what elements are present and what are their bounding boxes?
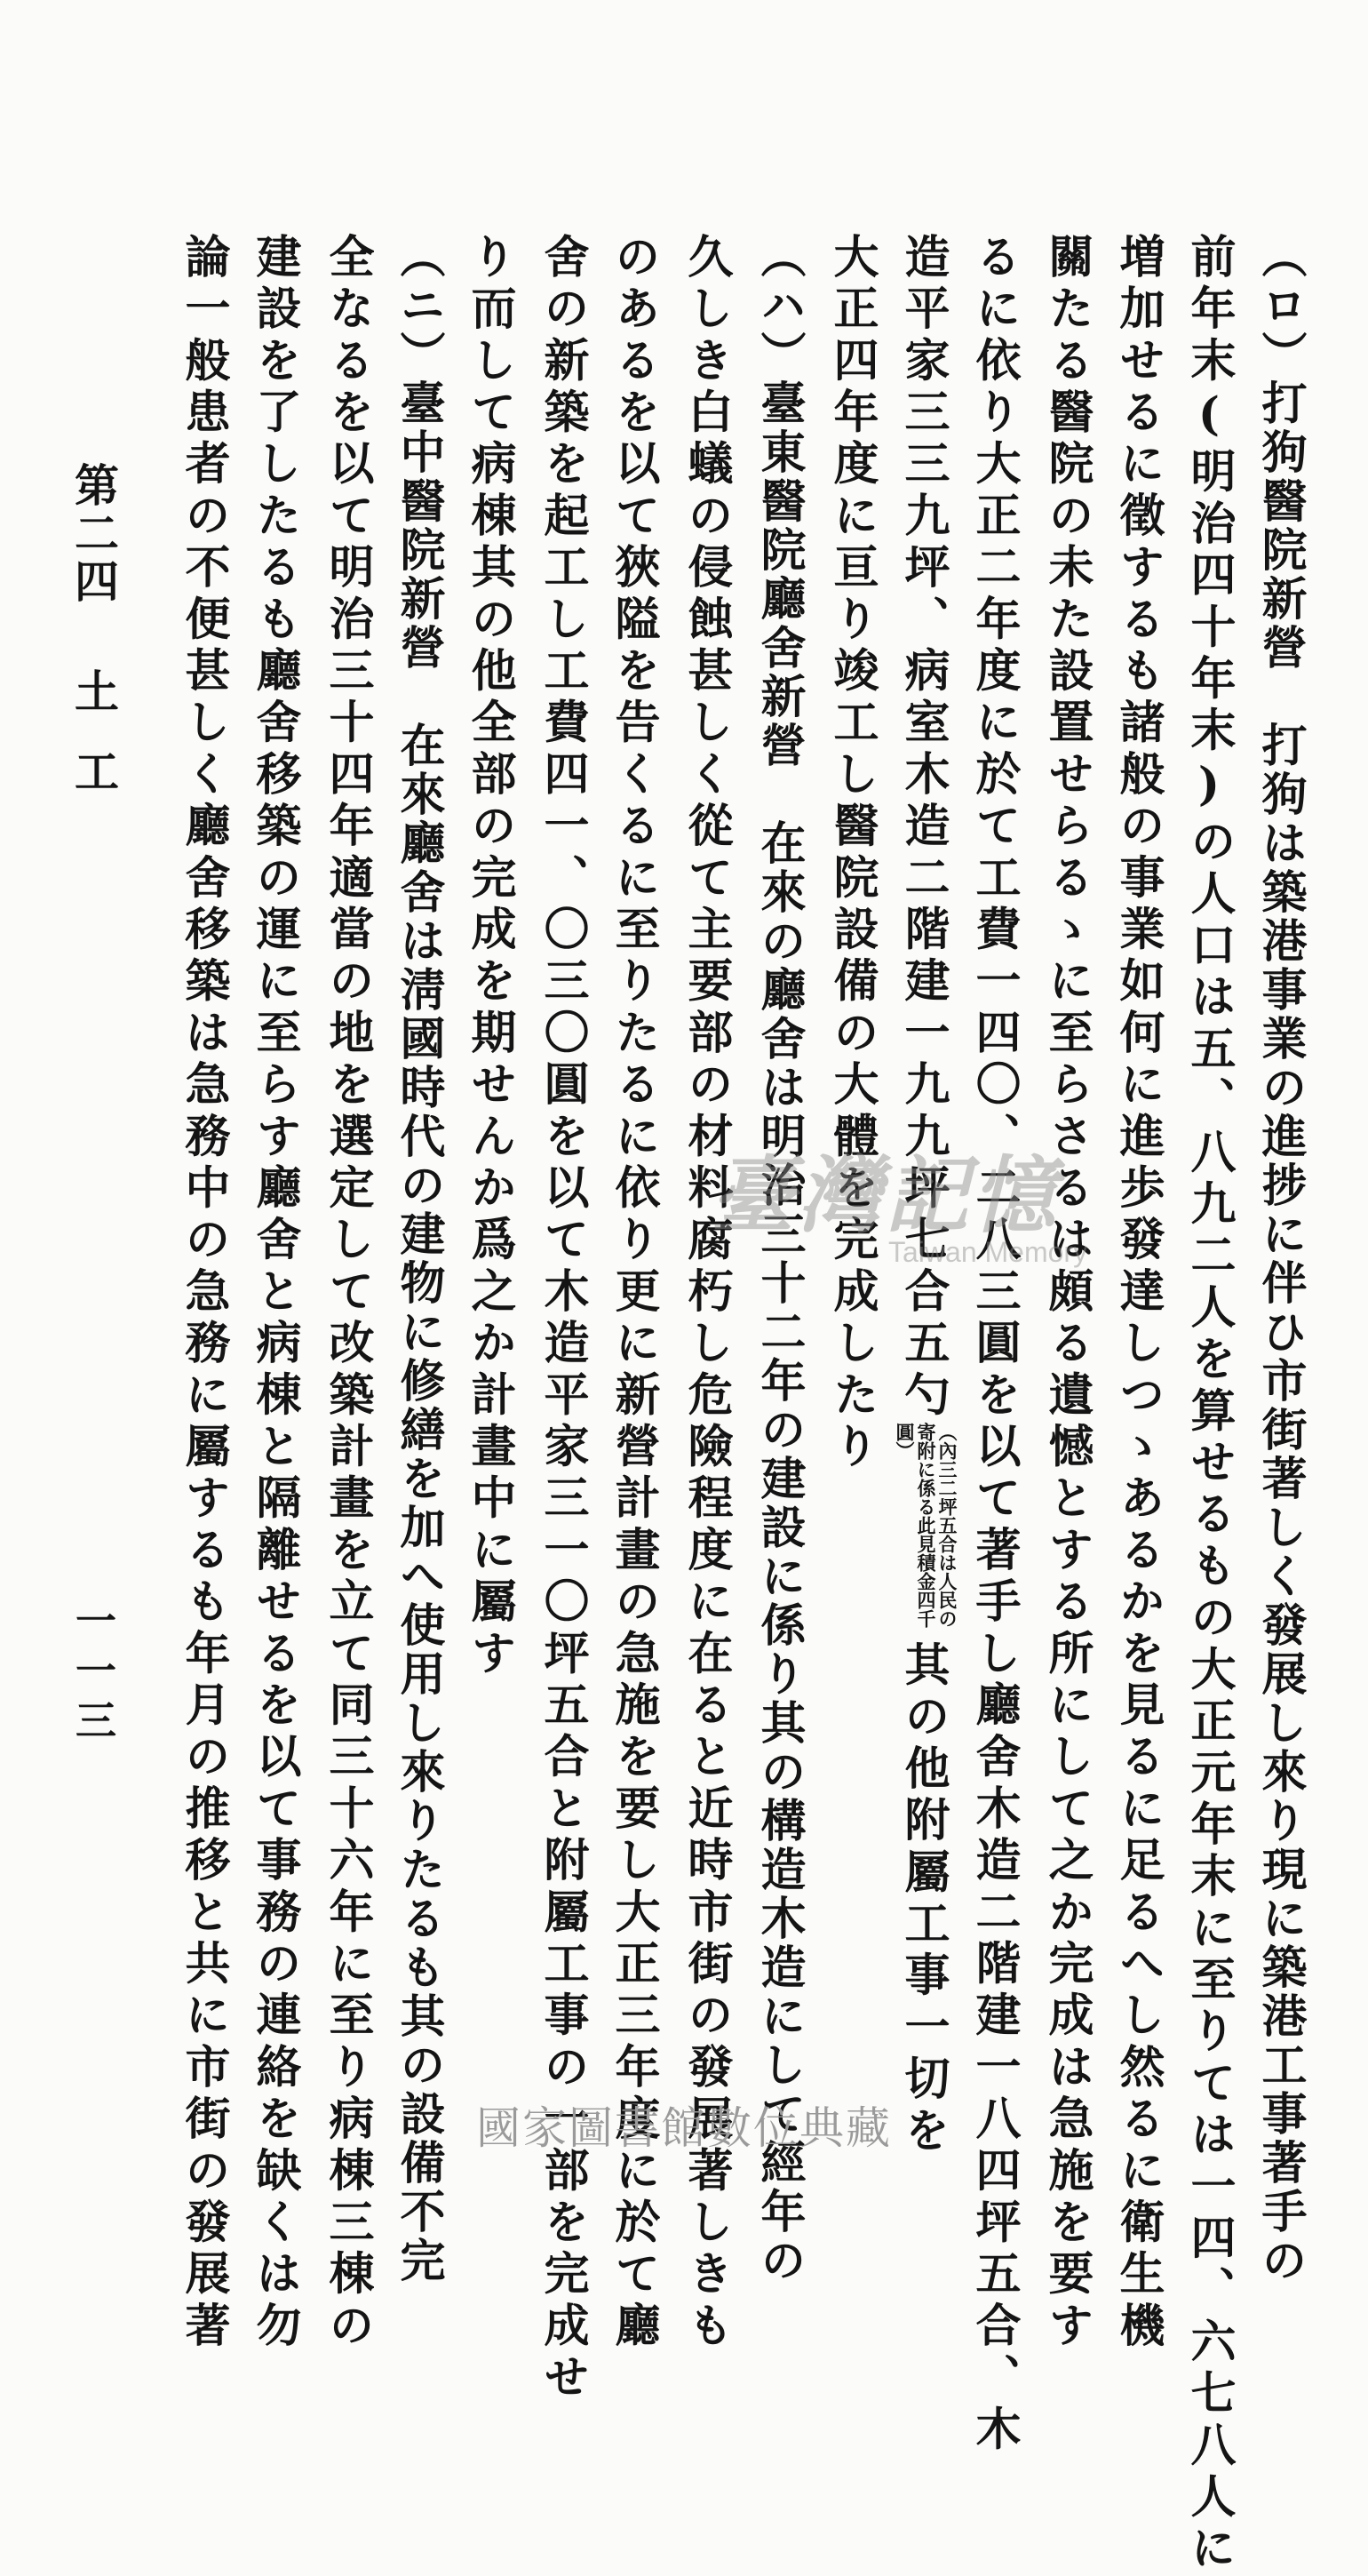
- text-column-2: 前年末(明治四十年末)の人口は五、八九二人を算せるもの大正元年末に至りては一四、六七八人に: [1182, 233, 1236, 2576]
- watermark-logo: [711, 1128, 1087, 1269]
- text-column-10: のあるを以て狹隘を告くるに至りたるに依り更に新營計畫の急施を要し大正三年度に於て廳: [607, 233, 660, 2354]
- watermark-title: 臺灣記憶: [711, 1147, 1060, 1245]
- text-column-9: 久しき白蟻の侵蝕甚しく從て主要部の材料腐朽し危險程度に在ると近時市街の發展著しきも: [680, 233, 733, 2354]
- text-column-16: 論一般患者の不便甚しく廳舍移築は急務中の急務に屬するも年月の推移と共に市街の發展著: [177, 233, 230, 2354]
- text-column-7: 大正四年度に亘り竣工し醫院設備の大體を完成したり: [825, 233, 879, 1474]
- text-column-4: 關たる醫院の未た設置せらるゝに至らさるは頗る遺憾とする所にして之か完成は急施を要す: [1040, 233, 1094, 2354]
- section-label: 土工: [68, 668, 120, 828]
- text-column-14: 全なるを以て明治三十四年適當の地を選定して改築計畫を立て同三十六年に至り病棟三棟の: [321, 233, 374, 2354]
- watermark-subtitle: Taiwan Memory: [888, 1236, 1088, 1268]
- text-column-3: 増加せるに徵するも諸般の事業如何に進歩發達しつゝあるかを見るに足るへし然るに衛生機: [1111, 233, 1165, 2354]
- text-column-13: （ニ）臺中醫院新營 在來廳舍は淸國時代の建物に修繕を加へ使用し來りたるも其の設備不完: [392, 233, 445, 2285]
- page-number: 一一三: [69, 1599, 117, 1749]
- text-column-8: （ハ）臺東醫院廳舍新營 在來の廳舍は明治三十二年の建設に係り其の構造木造にして經年の: [752, 233, 806, 2285]
- text-column-12: り而して病棟其の他全部の完成を期せんか爲之か計畫中に屬す: [463, 233, 516, 1681]
- running-header: [62, 462, 124, 828]
- footer-credit: 國家圖書館數位典藏: [476, 2102, 892, 2154]
- chapter-label: 第二四: [68, 462, 120, 606]
- text-column-1: （ロ）打狗醫院新營 打狗は築港事業の進捗に伴ひ市街著しく發展し來り現に築港工事著手の: [1253, 233, 1307, 2285]
- text-column-11: 舍の新築を起工し工費四一、〇三〇圓を以て木造平家三一〇坪五合と附屬工事の一部を完成せ: [536, 233, 589, 2405]
- text-column-15: 建設を了したるも廳舍移築の運に至らす廳舍と病棟と隔離せるを以て事務の連絡を缺くは勿: [248, 233, 301, 2354]
- text-column-6-main: 造平家三三九坪、病室木造二階建一九九坪七合五勺: [896, 233, 950, 1423]
- text-column-5: るに依り大正二年度に於て工費一四〇、二八三圓を以て著手し廳舍木造二階建一八四坪五合、木: [967, 233, 1021, 2457]
- text-column-6-tail: 其の他附屬工事一切を: [896, 1640, 950, 2158]
- inline-note: （內三二坪五合は人民の寄附に係る此見積金四千圓）: [894, 1422, 958, 1628]
